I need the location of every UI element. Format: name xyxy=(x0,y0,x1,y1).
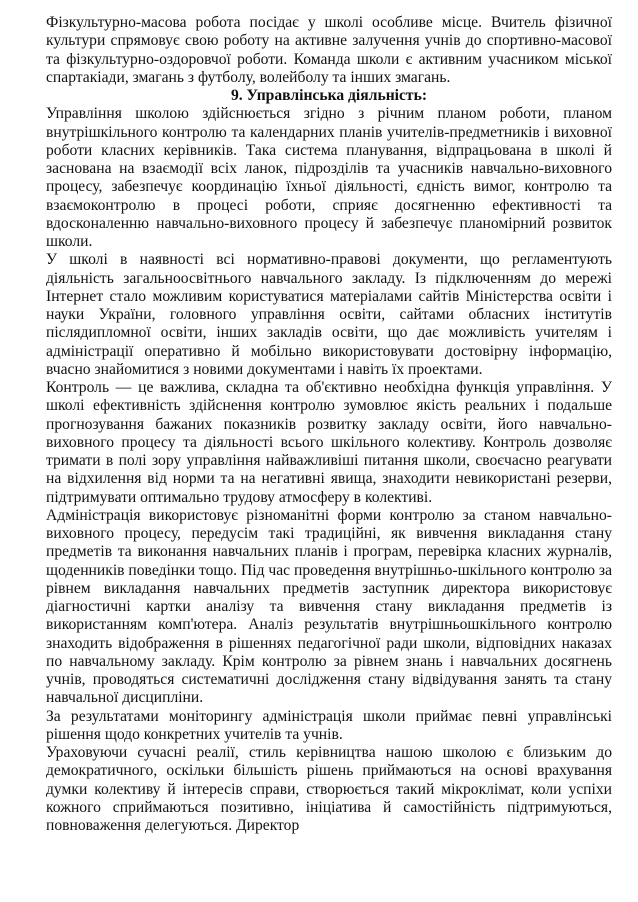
paragraph-leadership-style: Ураховуючи сучасні реалії, стиль керівництва нашою школою є близьким до демократичного, оскільки більшість рішень приймаються на основі врахування думки колективу й інтересів справи, створюється такий мікроклімат, коли успіхи кожного сприймаються позитивно, ініціатива й самостійність підтримуються, повноваження делегуються. Директор xyxy=(46,744,612,834)
section-heading: 9. Управлінська діяльність: xyxy=(230,87,428,104)
paragraph-control: Контроль — це важлива, складна та об'єктивно необхідна функція управління. У школі ефективність здійснення контролю зумовлює якість реальних і подальше прогнозування бажаних показників розвитку закладу освіти, його навчально-виховного процесу та діяльності всього шкільного колективу. Контроль дозволяє тримати в полі зору управління найважливіші питання школи, своєчасно реагувати на відхилення від норми та на негативні явища, знаходити невикористані резерви, підтримувати оптимально трудову атмосферу в колективі. xyxy=(46,379,612,506)
intro-paragraph: Фізкультурно-масова робота посідає у школі особливе місце. Вчитель фізичної культури спрямовує свою роботу на активне залучення учнів до спортивно-масової та фізкультурно-оздоровчої роботи. Команда школи є активним учасником міської спартакіади, змагань з футболу, волейболу та інших змагань. xyxy=(46,14,612,86)
paragraph-normative-documents: У школі в наявності всі нормативно-правові документи, що регламентують діяльність загальноосвітнього навчального закладу. Із підключенням до мережі Інтернет стало можливим користуватися матеріалами сайтів Міністерства освіти і науки України, головного управління освіти, сайтами обласних інститутів післядипломної освіти, інших закладів освіти, що дає можливість учителям і адміністрації оперативно й мобільно використовувати достовірну інформацію, вчасно знайомитися з новими документами і навіть їх проектами. xyxy=(46,251,612,378)
paragraph-planning: Управління школою здійснюється згідно з річним планом роботи, планом внутрішкільного контролю та календарних планів учителів-предметників і виховної роботи класних керівників. Така система планування, відпрацьована в школі й заснована на взаємодії всіх ланок, підрозділів та учасників навчально-виховного процесу, забезпечує координацію їхньої діяльності, єдність вимог, контролю та взаємоконтролю в процесі роботи, сприяє досягненню ефективності та вдосконаленню навчально-виховного процесу й забезпечує планомірний розвиток школи. xyxy=(46,105,612,250)
paragraph-administration: Адміністрація використовує різноманітні форми контролю за станом навчально-виховного процесу, передусім такі традиційні, як вивчення викладання стану предметів та виконання навчальних планів і програм, перевірка класних журналів, щоденників поведінки тощо. Під час проведення внутрішньо-шкільного контролю за рівнем викладання навчальних предметів заступник директора використовує діагностичні картки аналізу та вивчення стану викладання предметів із використанням комп'ютера. Аналіз результатів внутрішньошкільного контролю знаходить відображення в рішеннях педагогічної ради школи, відповідних наказах по навчальному закладу. Крім контролю за рівнем знань і навчальних досягнень учнів, проводяться систематичні дослідження стану відвідування занять та стану навчальної дисципліни. xyxy=(46,506,613,707)
document-page xyxy=(46,14,612,835)
paragraph-monitoring: За результатами моніторингу адміністрація школи приймає певні управлінські рішення щодо конкретних учителів та учнів. xyxy=(46,707,612,743)
